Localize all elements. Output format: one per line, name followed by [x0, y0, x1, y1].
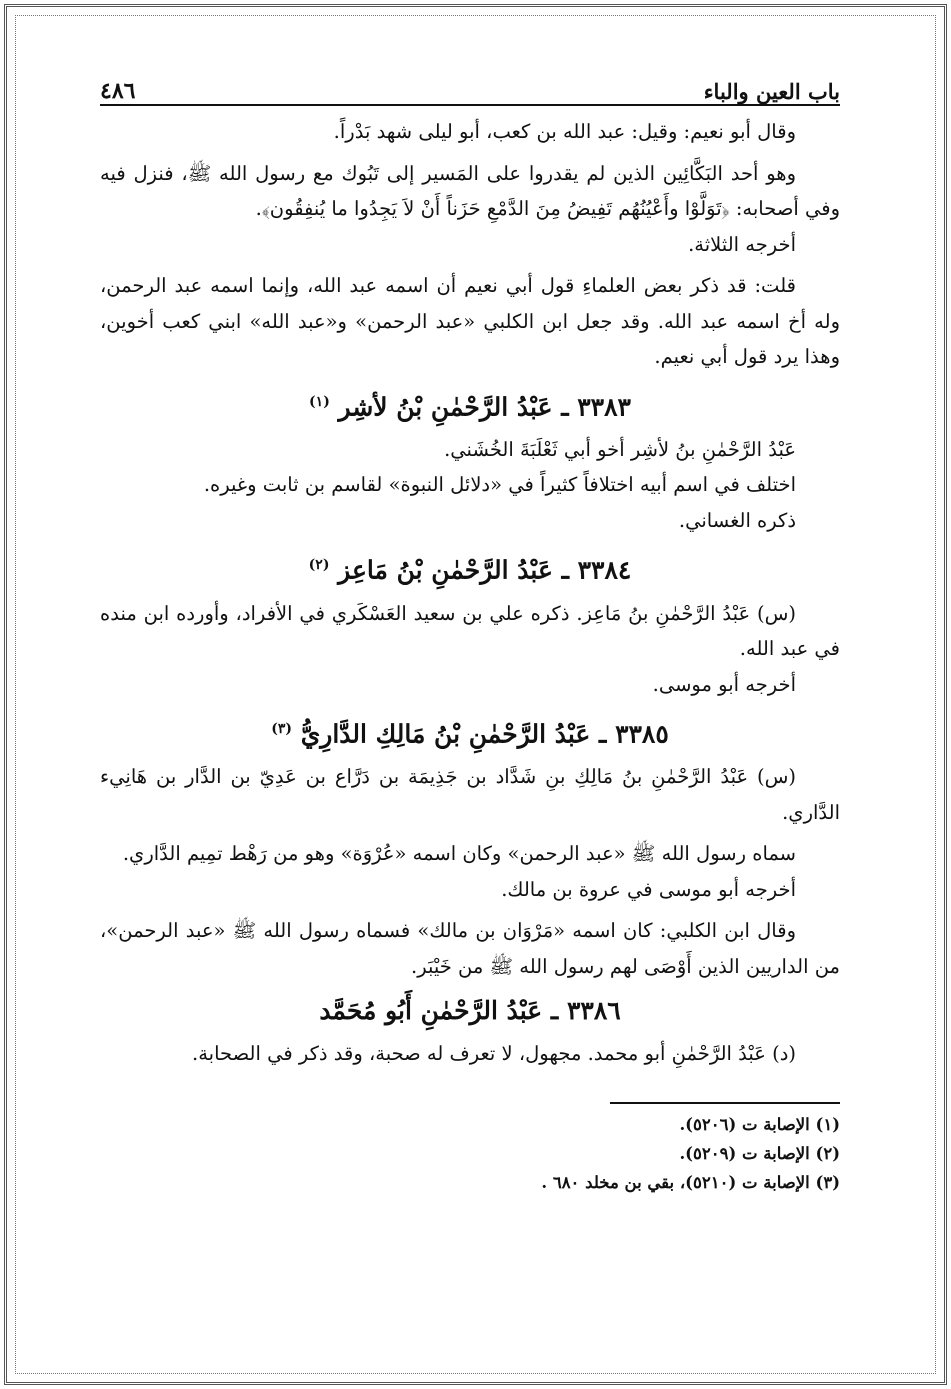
entry-title: ٣٣٨٤ ـ عَبْدُ الرَّحْمٰنِ بْنُ مَاعِز $^{(٢)}$ — [308, 555, 632, 585]
footnote-divider — [610, 1102, 840, 1104]
footnote-ref: (٢) — [308, 557, 330, 574]
paragraph: عَبْدُ الرَّحْمٰنِ بنُ لأشِر أخو أبي ثَعْلَبَةَ الخُشَني. — [444, 437, 796, 461]
paragraph: اختلف في اسم أبيه اختلافاً كثيراً في «دلائل النبوة» لقاسم بن ثابت وغيره. — [203, 473, 796, 497]
footnote-ref: (٣) — [271, 721, 292, 738]
page-header — [100, 70, 840, 106]
paragraph: (س) عَبْدُ الرَّحْمٰنِ بنُ مَالِكِ بنِ شَدَّاد بن جَذِيمَة بن دَرَّاع بن عَدِيّ بن الدَّار بن هَانِيء الدَّاري. — [100, 765, 840, 824]
paragraph: (د) عَبْدُ الرَّحْمٰنِ أبو محمد. مجهول، لا تعرف له صحبة، وقد ذكر في الصحابة. — [192, 1042, 796, 1066]
paragraph: وقال أبو نعيم: وقيل: عبد الله بن كعب، أبو ليلى شهد بَدْراً. — [333, 120, 796, 143]
section-title: باب العين والباء — [703, 79, 840, 104]
footnote: (٢) الإصابة ت (٥٢٠٩). — [679, 1143, 840, 1163]
entry-title: ٣٣٨٣ ـ عَبْدُ الرَّحْمٰنِ بْنُ لأشِر $^{(١)}$ — [309, 391, 631, 421]
paragraph: وهو أحد البَكَّائِين الذين لم يقدروا على المَسير إلى تَبُوك مع رسول الله ﷺ، فنزل فيه وفي أصحابه: ﴿تَوَلَّوْا وأَعْيُنُهُم تَفِيضُ مِنَ الدَّمْعِ حَزَناً أَنْ لاَ يَجِدُوا ما يُنفِقُون﴾. — [100, 161, 840, 220]
page-number: ٤٨٦ — [100, 78, 136, 104]
paragraph: سماه رسول الله ﷺ «عبد الرحمن» وكان اسمه «عُرْوَة» وهو من رَهْط تمِيم الدَّاري. — [122, 842, 796, 866]
paragraph: قلت: قد ذكر بعض العلماءِ قول أبي نعيم أن اسمه عبد الله، وإنما اسمه عبد الرحمن، وله أخ اسمه عبد الله. وقد جعل ابن الكلبي «عبد الرحمن» و«عبد الله» ابني كعب أخوين، وهذا يرد قول أبي نعيم. — [100, 274, 840, 368]
footnote-ref: (١) — [309, 393, 330, 410]
entry-title: ٣٣٨٦ ـ عَبْدُ الرَّحْمٰنِ أَبُو مُحَمَّد — [319, 996, 621, 1026]
page-body — [100, 114, 840, 1072]
paragraph: وقال ابن الكلبي: كان اسمه «مَرْوَان بن مالك» فسماه رسول الله ﷺ «عبد الرحمن»، من الداريين الذين أَوْصَى لهم رسول الله ﷺ من خَيْبَر. — [100, 919, 840, 978]
book-page — [100, 70, 840, 1197]
paragraph: أخرجه أبو موسى. — [652, 672, 796, 696]
footnotes — [100, 1110, 840, 1197]
paragraph: ذكره الغساني. — [678, 508, 796, 532]
footnote: (١) الإصابة ت (٥٢٠٦). — [679, 1114, 840, 1134]
footnote: (٣) الإصابة ت (٥٢١٠)، بقي بن مخلد ٦٨٠ . — [541, 1172, 840, 1192]
paragraph: أخرجه أبو موسى في عروة بن مالك. — [501, 877, 796, 901]
paragraph: أخرجه الثلاثة. — [688, 232, 796, 256]
entry-title: ٣٣٨٥ ـ عَبْدُ الرَّحْمٰنِ بْنُ مَالِكِ الدَّارِيُّ $^{(٣)}$ — [271, 719, 669, 749]
paragraph: (س) عَبْدُ الرَّحْمٰنِ بنُ مَاعِز. ذكره علي بن سعيد العَسْكَري في الأفراد، وأورده ابن منده في عبد الله. — [100, 601, 840, 661]
